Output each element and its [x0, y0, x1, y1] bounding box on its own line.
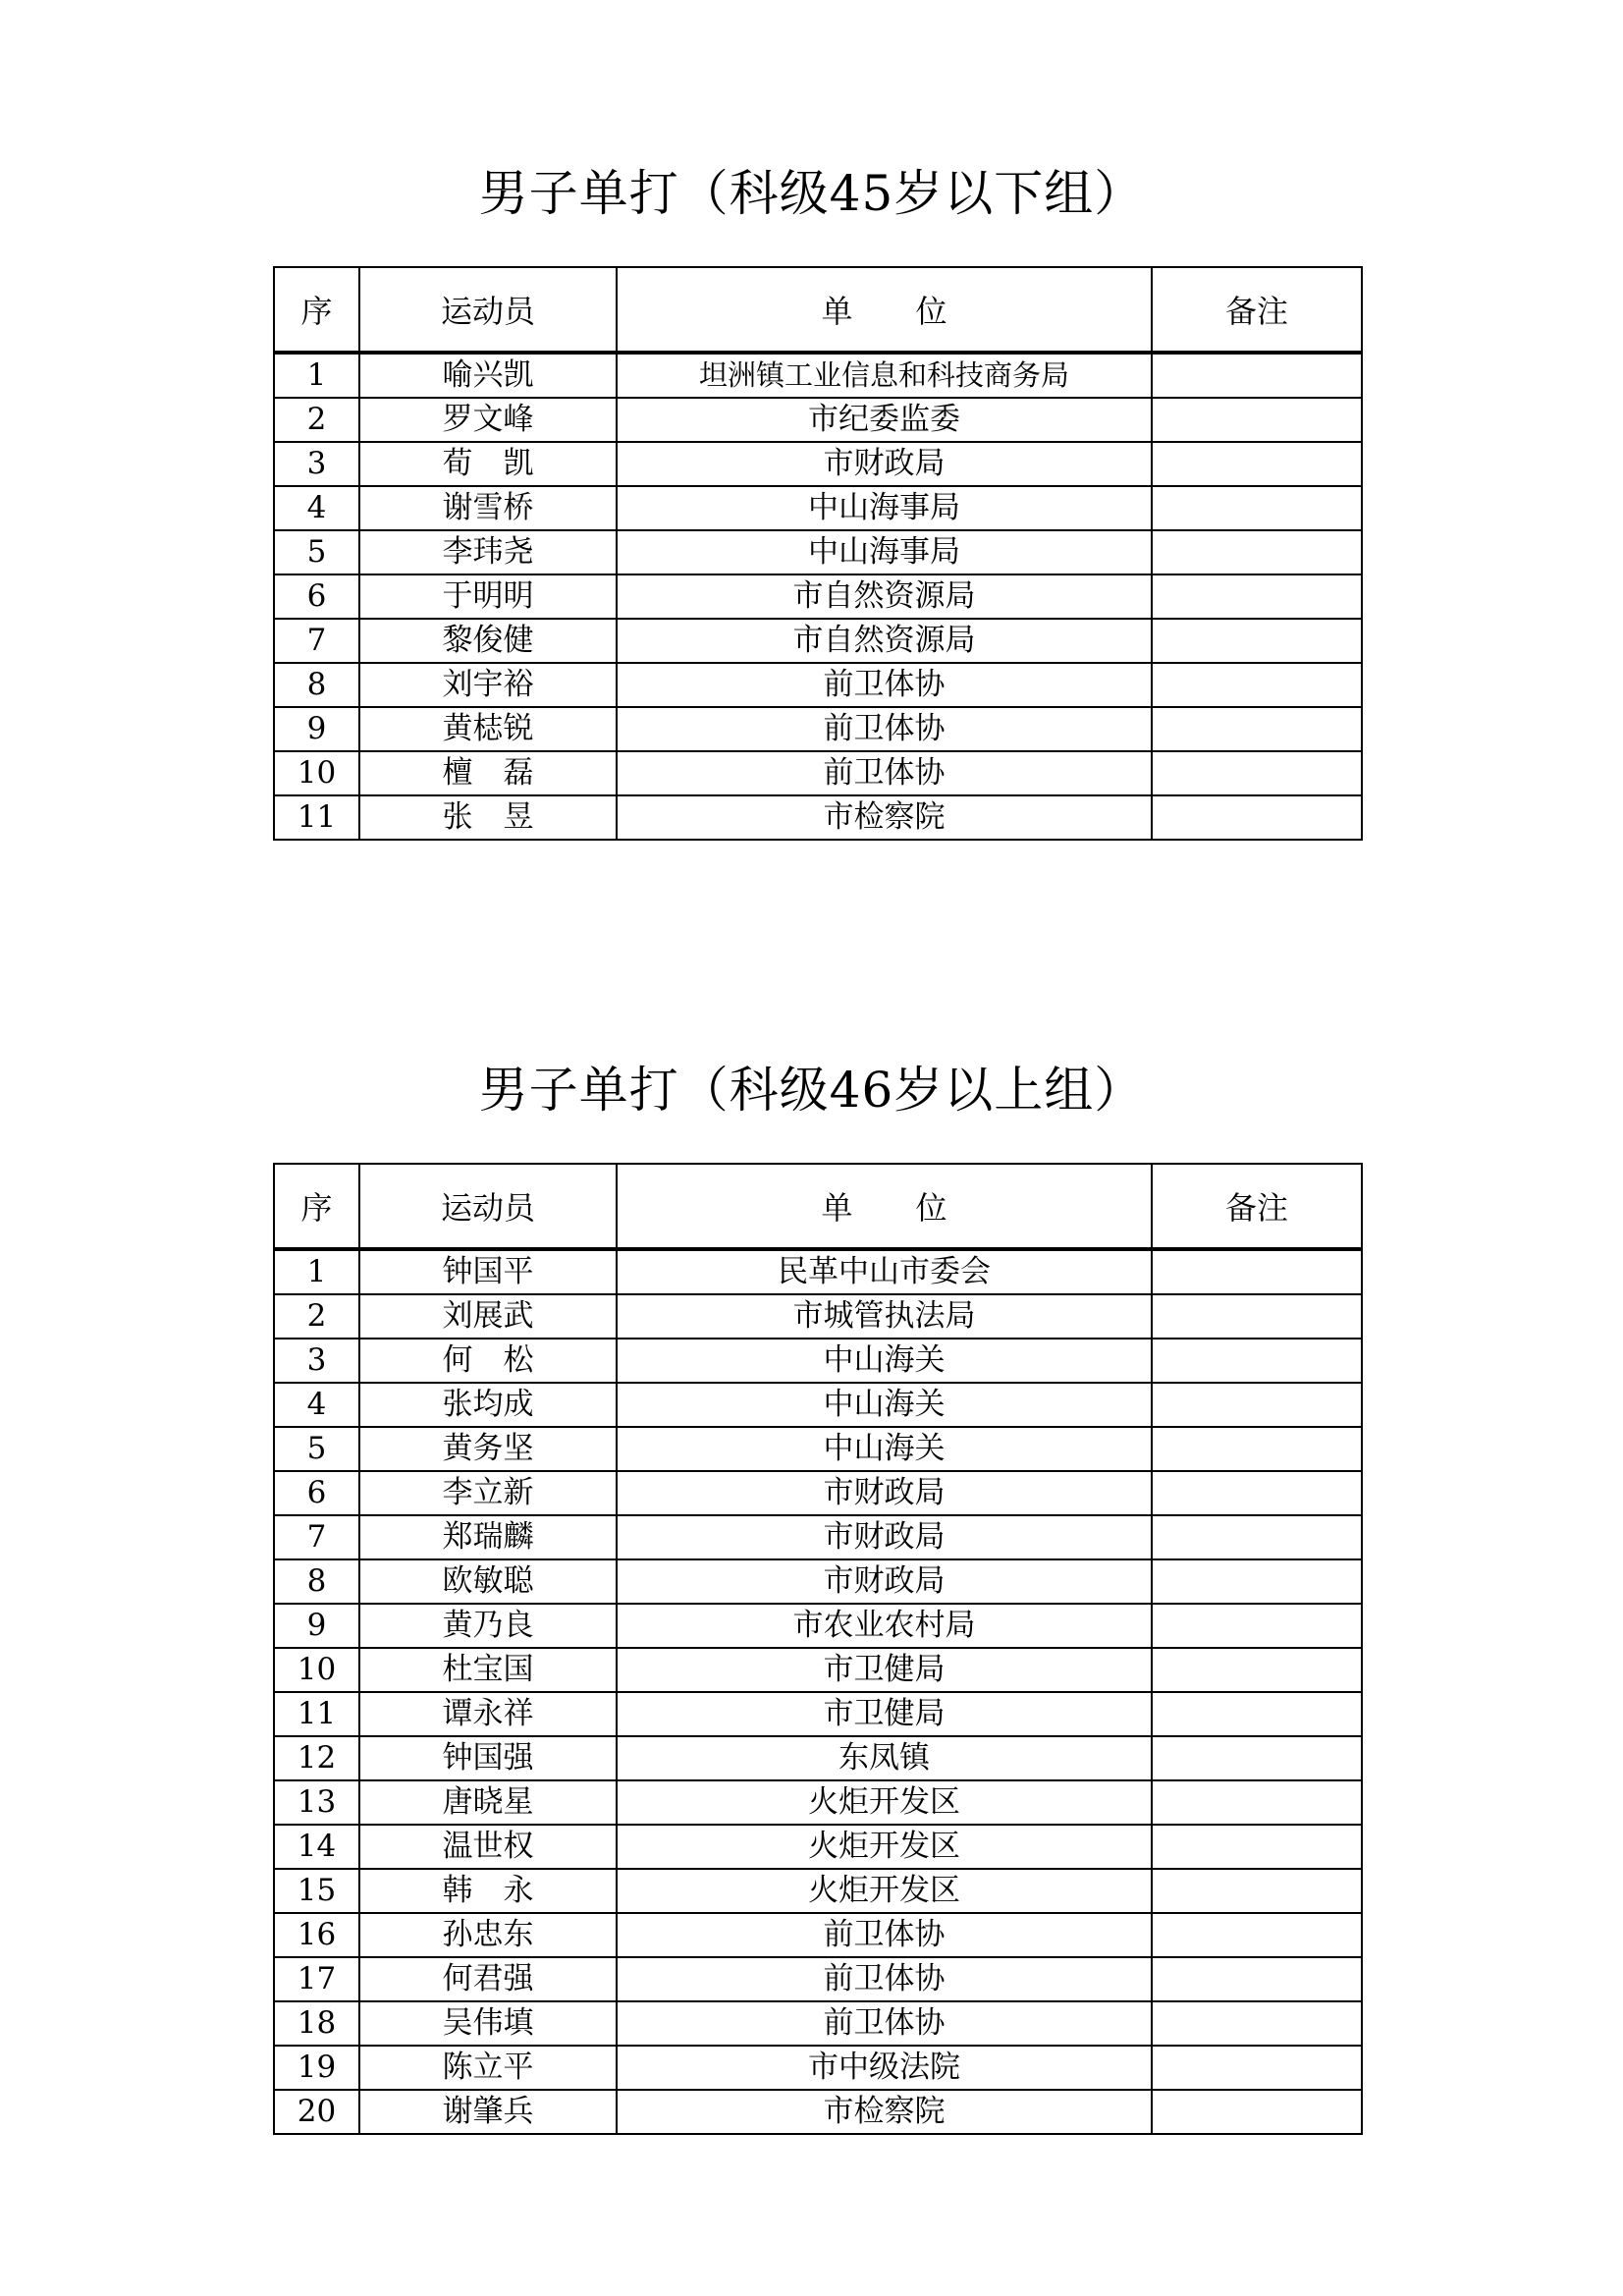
table-row [274, 2090, 1362, 2134]
cell-note [1152, 1736, 1362, 1780]
cell-note [1152, 574, 1362, 619]
cell-seq: 7 [274, 619, 359, 663]
cell-athlete: 李立新 [359, 1471, 617, 1515]
cell-athlete: 吴伟填 [359, 2001, 617, 2046]
cell-seq: 6 [274, 1471, 359, 1515]
cell-seq: 7 [274, 1515, 359, 1559]
cell-unit: 火炬开发区 [617, 1869, 1152, 1913]
cell-unit: 市财政局 [617, 1471, 1152, 1515]
cell-note [1152, 2090, 1362, 2134]
cell-unit: 前卫体协 [617, 1957, 1152, 2001]
cell-athlete: 谢肇兵 [359, 2090, 617, 2134]
cell-unit: 市卫健局 [617, 1648, 1152, 1692]
cell-unit: 火炬开发区 [617, 1780, 1152, 1825]
cell-athlete: 张均成 [359, 1383, 617, 1427]
cell-unit: 市检察院 [617, 2090, 1152, 2134]
cell-seq: 8 [274, 1559, 359, 1604]
roster-table-over-46 [273, 1163, 1363, 2135]
table-row [274, 1736, 1362, 1780]
cell-unit: 市自然资源局 [617, 574, 1152, 619]
cell-note [1152, 1515, 1362, 1559]
roster-table-under-45 [273, 266, 1363, 841]
cell-note [1152, 1957, 1362, 2001]
header-seq: 序 [274, 1164, 359, 1249]
table-row [274, 1471, 1362, 1515]
cell-note [1152, 1913, 1362, 1957]
cell-unit: 市财政局 [617, 442, 1152, 486]
cell-seq: 13 [274, 1780, 359, 1825]
cell-seq: 5 [274, 1427, 359, 1471]
cell-note [1152, 1294, 1362, 1339]
cell-note [1152, 1780, 1362, 1825]
header-unit: 单 位 [617, 1164, 1152, 1249]
cell-unit: 火炬开发区 [617, 1825, 1152, 1869]
cell-athlete: 谢雪桥 [359, 486, 617, 530]
cell-note [1152, 1604, 1362, 1648]
cell-athlete: 何君强 [359, 1957, 617, 2001]
cell-athlete: 张 昱 [359, 795, 617, 840]
table-row [274, 1249, 1362, 1294]
cell-seq: 18 [274, 2001, 359, 2046]
cell-unit: 中山海关 [617, 1339, 1152, 1383]
cell-athlete: 谭永祥 [359, 1692, 617, 1736]
cell-athlete: 钟国强 [359, 1736, 617, 1780]
cell-athlete: 荀 凯 [359, 442, 617, 486]
cell-seq: 8 [274, 663, 359, 707]
cell-athlete: 罗文峰 [359, 398, 617, 442]
cell-note [1152, 1648, 1362, 1692]
table-row [274, 1869, 1362, 1913]
cell-athlete: 陈立平 [359, 2046, 617, 2090]
cell-athlete: 黄乃良 [359, 1604, 617, 1648]
table-row [274, 1383, 1362, 1427]
cell-unit: 市检察院 [617, 795, 1152, 840]
cell-seq: 19 [274, 2046, 359, 2090]
cell-note [1152, 1427, 1362, 1471]
table-row [274, 1913, 1362, 1957]
cell-unit: 前卫体协 [617, 707, 1152, 751]
table-row [274, 1692, 1362, 1736]
table-header-row [274, 267, 1362, 353]
cell-athlete: 黎俊健 [359, 619, 617, 663]
cell-athlete: 李玮尧 [359, 530, 617, 574]
cell-athlete: 黄梽锐 [359, 707, 617, 751]
table-header-row [274, 1164, 1362, 1249]
cell-seq: 9 [274, 707, 359, 751]
cell-unit: 市财政局 [617, 1559, 1152, 1604]
cell-note [1152, 1249, 1362, 1294]
cell-unit: 市卫健局 [617, 1692, 1152, 1736]
cell-note [1152, 751, 1362, 795]
table-row [274, 353, 1362, 398]
cell-athlete: 韩 永 [359, 1869, 617, 1913]
cell-athlete: 喻兴凯 [359, 353, 617, 398]
cell-note [1152, 1692, 1362, 1736]
cell-seq: 16 [274, 1913, 359, 1957]
table-row [274, 1648, 1362, 1692]
cell-unit: 前卫体协 [617, 663, 1152, 707]
table-row [274, 707, 1362, 751]
table-row [274, 1515, 1362, 1559]
cell-seq: 3 [274, 442, 359, 486]
table-row [274, 795, 1362, 840]
cell-seq: 14 [274, 1825, 359, 1869]
cell-unit: 前卫体协 [617, 2001, 1152, 2046]
cell-athlete: 黄务坚 [359, 1427, 617, 1471]
table-row [274, 1559, 1362, 1604]
table-row [274, 1957, 1362, 2001]
header-note: 备注 [1152, 1164, 1362, 1249]
cell-note [1152, 1339, 1362, 1383]
cell-unit: 中山海关 [617, 1383, 1152, 1427]
table-row [274, 2001, 1362, 2046]
cell-athlete: 郑瑞麟 [359, 1515, 617, 1559]
cell-note [1152, 530, 1362, 574]
header-note: 备注 [1152, 267, 1362, 353]
header-athlete: 运动员 [359, 1164, 617, 1249]
table-row [274, 619, 1362, 663]
table-row [274, 1294, 1362, 1339]
cell-seq: 10 [274, 751, 359, 795]
table-row [274, 751, 1362, 795]
cell-seq: 4 [274, 486, 359, 530]
cell-seq: 2 [274, 398, 359, 442]
cell-unit: 市纪委监委 [617, 398, 1152, 442]
cell-athlete: 欧敏聪 [359, 1559, 617, 1604]
cell-note [1152, 1869, 1362, 1913]
cell-unit: 市中级法院 [617, 2046, 1152, 2090]
cell-unit: 前卫体协 [617, 1913, 1152, 1957]
cell-athlete: 杜宝国 [359, 1648, 617, 1692]
cell-note [1152, 353, 1362, 398]
table-row [274, 442, 1362, 486]
cell-note [1152, 2046, 1362, 2090]
cell-seq: 15 [274, 1869, 359, 1913]
cell-seq: 20 [274, 2090, 359, 2134]
table-row [274, 1780, 1362, 1825]
table-body [274, 353, 1362, 840]
cell-unit: 市城管执法局 [617, 1294, 1152, 1339]
cell-unit: 市财政局 [617, 1515, 1152, 1559]
table-body [274, 1249, 1362, 2134]
cell-unit: 前卫体协 [617, 751, 1152, 795]
header-seq: 序 [274, 267, 359, 353]
table-row [274, 1604, 1362, 1648]
table-row [274, 1339, 1362, 1383]
cell-seq: 1 [274, 353, 359, 398]
table-row [274, 2046, 1362, 2090]
table-row [274, 398, 1362, 442]
cell-seq: 9 [274, 1604, 359, 1648]
cell-seq: 11 [274, 1692, 359, 1736]
table-row [274, 574, 1362, 619]
cell-unit: 东凤镇 [617, 1736, 1152, 1780]
cell-unit: 中山海关 [617, 1427, 1152, 1471]
cell-unit: 市自然资源局 [617, 619, 1152, 663]
cell-athlete: 于明明 [359, 574, 617, 619]
cell-note [1152, 398, 1362, 442]
cell-seq: 2 [274, 1294, 359, 1339]
cell-seq: 4 [274, 1383, 359, 1427]
cell-note [1152, 2001, 1362, 2046]
cell-athlete: 何 松 [359, 1339, 617, 1383]
cell-note [1152, 442, 1362, 486]
cell-athlete: 刘宇裕 [359, 663, 617, 707]
table-row [274, 530, 1362, 574]
cell-unit: 中山海事局 [617, 530, 1152, 574]
table-row [274, 486, 1362, 530]
cell-unit: 市农业农村局 [617, 1604, 1152, 1648]
cell-seq: 12 [274, 1736, 359, 1780]
cell-athlete: 孙忠东 [359, 1913, 617, 1957]
section-title-over-46: 男子单打（科级46岁以上组） [478, 1062, 1145, 1119]
cell-note [1152, 1471, 1362, 1515]
table-row [274, 663, 1362, 707]
cell-note [1152, 619, 1362, 663]
cell-athlete: 檀 磊 [359, 751, 617, 795]
cell-note [1152, 1825, 1362, 1869]
cell-seq: 6 [274, 574, 359, 619]
cell-seq: 3 [274, 1339, 359, 1383]
section-title-under-45: 男子单打（科级45岁以下组） [478, 165, 1145, 222]
cell-athlete: 刘展武 [359, 1294, 617, 1339]
cell-unit: 民革中山市委会 [617, 1249, 1152, 1294]
cell-seq: 17 [274, 1957, 359, 2001]
cell-athlete: 温世权 [359, 1825, 617, 1869]
table-row [274, 1427, 1362, 1471]
table-row [274, 1825, 1362, 1869]
cell-athlete: 唐晓星 [359, 1780, 617, 1825]
cell-athlete: 钟国平 [359, 1249, 617, 1294]
cell-note [1152, 707, 1362, 751]
cell-seq: 10 [274, 1648, 359, 1692]
cell-note [1152, 795, 1362, 840]
cell-seq: 11 [274, 795, 359, 840]
header-athlete: 运动员 [359, 267, 617, 353]
header-unit: 单 位 [617, 267, 1152, 353]
cell-seq: 1 [274, 1249, 359, 1294]
cell-note [1152, 663, 1362, 707]
cell-unit: 坦洲镇工业信息和科技商务局 [617, 353, 1152, 398]
cell-note [1152, 1559, 1362, 1604]
cell-note [1152, 1383, 1362, 1427]
cell-seq: 5 [274, 530, 359, 574]
cell-note [1152, 486, 1362, 530]
cell-unit: 中山海事局 [617, 486, 1152, 530]
